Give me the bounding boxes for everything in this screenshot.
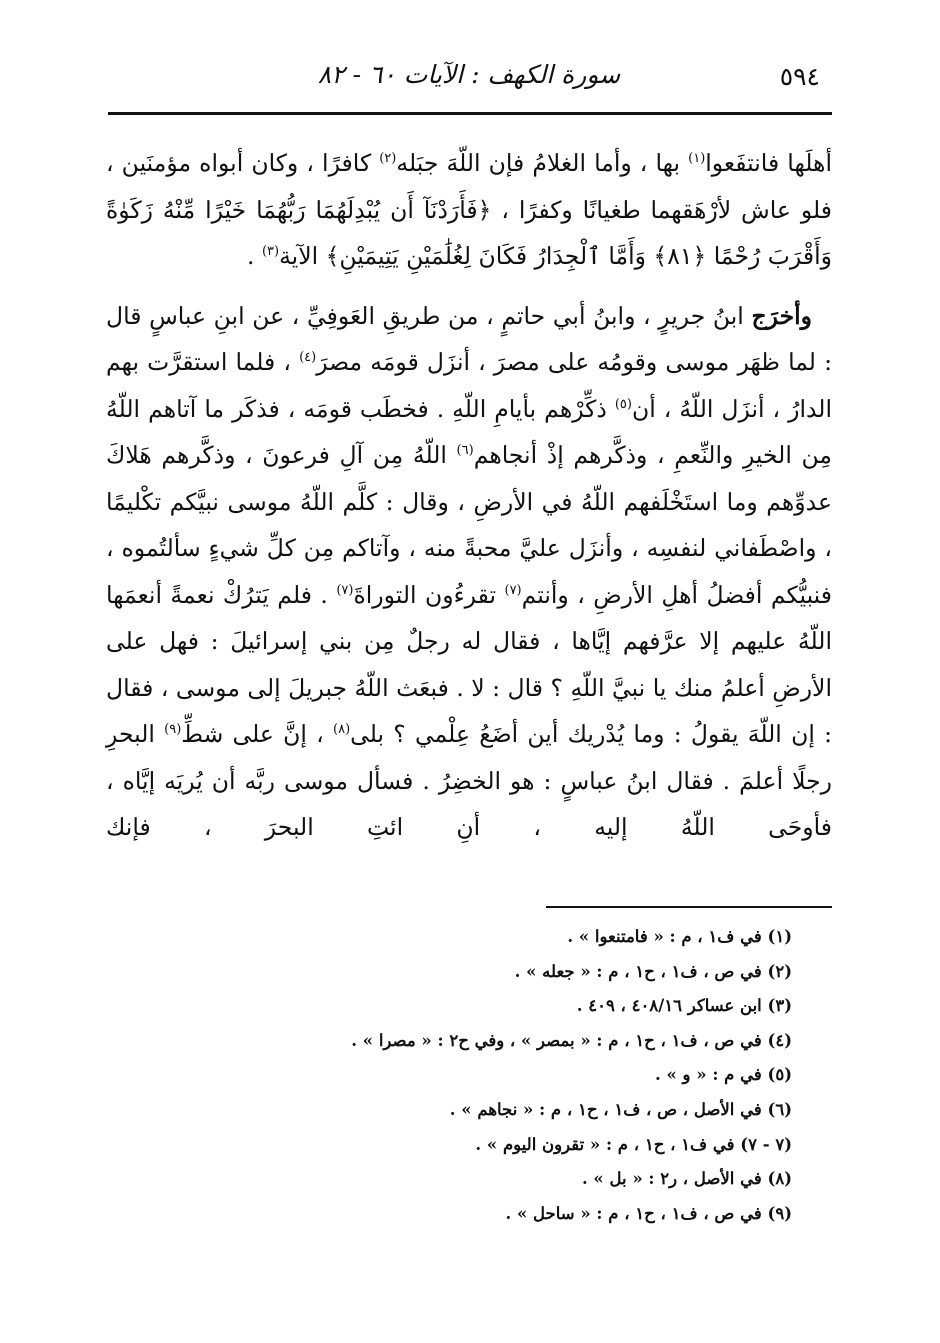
footnote-item: (٥) في م : « و » .: [655, 1065, 792, 1085]
text-segment: .: [246, 242, 262, 270]
footnote-item: (٣) ابن عساكر ٤٠٨/١٦ ، ٤٠٩ .: [576, 996, 792, 1016]
header-divider: [108, 112, 832, 115]
footnote-item: (١) في ف١ ، م : « فامتنعوا » .: [567, 927, 792, 946]
footnote-marker: (٩): [164, 722, 182, 738]
footnote-marker: (٢): [379, 151, 397, 167]
running-title: سورة الكهف : الآيات ٦٠ - ٨٢: [317, 60, 621, 89]
text-segment: ابنُ جريرٍ ، وابنُ أبي حاتمٍ ، من طريقِ العَوفِيِّ ، عن ابنِ عباسٍ قال : لما ظهَر موسى وقومُه على مصرَ ، أنزَل قومَه مصرَ: [106, 301, 832, 376]
text-segment: ، فلما استقرَّت بهم الدارُ ، أنزَل اللّهُ ، أن: [106, 348, 832, 423]
footnote-marker: (٤): [299, 350, 317, 366]
footnote-item: (٤) في ص ، ف١ ، ح١ ، م : « بمصر » ، وفي ح٢ : « مصرا » .: [351, 1030, 792, 1050]
footnote-item: (٦) في الأصل ، ص ، ف١ ، ح١ ، م : « نجاهم » .: [449, 1099, 792, 1119]
footnote-item: (٨) في الأصل ، ر٢ : « بل » .: [581, 1169, 792, 1189]
footnotes-list: [330, 920, 792, 1231]
footnote-item: (٢) في ص ، ف١ ، ح١ ، م : « جعله » .: [514, 961, 792, 981]
footnote-marker: (٧): [504, 582, 522, 598]
footnote-marker: (٦): [456, 443, 474, 459]
footnote-marker: (١): [688, 151, 706, 167]
text-segment: ذكِّرْهم بأيامِ اللّهِ . فخطَب قومَه ، فذكَر ما آتاهم اللّهُ مِن الخيرِ والنِّعمِ ، وذكَّرهم إذْ أنجاهم: [106, 394, 832, 469]
footnote-item: (٧ - ٧) في ف١ ، ح١ ، م : « تقرون اليوم » .: [475, 1134, 792, 1154]
paragraph: [106, 140, 832, 280]
page-number: ٥٩٤: [779, 62, 820, 91]
page-header: [110, 52, 828, 104]
text-segment: البحرِ رجلًا أعلمَ . فقال ابنُ عباسٍ : هو الخضِرُ . فسأل موسى ربَّه أن يُريَه إيَّاه ، فأوحَى اللّهُ إليه ، أنِ ائتِ البحرَ ، فإنك: [106, 720, 832, 841]
text-segment: أهلَها فانتفَعوا: [705, 149, 832, 177]
footnote-divider: [546, 906, 832, 908]
text-segment: تقرءُون التوراةَ: [353, 580, 505, 609]
footnote-item: (٩) في ص ، ف١ ، ح١ ، م : « ساحل » .: [505, 1203, 792, 1223]
text-segment: اللّهُ مِن آلِ فرعونَ ، وذكَّرهم هَلاكَ عدوِّهم وما استَخْلَفهم اللّهُ في الأرضِ ، وقال : كلَّم اللّهُ موسى نبيَّكم تكْليمًا ، واصْطَفاني لنفسِه ، وأنزَل عليَّ محبةً منه ، وآتاكم مِن كلِّ شيءٍ سألتُموه ، فنبيُّكم أفضلُ أهلِ الأرضِ ، وأنتم: [106, 441, 832, 609]
paragraph: [106, 293, 832, 851]
text-segment: بها ، وأما الغلامُ فإن اللّهَ جبَله: [396, 149, 689, 177]
footnote-marker: (٨): [333, 722, 351, 738]
footnote-marker: (٥): [614, 396, 632, 412]
footnote-marker: (٧): [336, 582, 354, 598]
text-segment: . فلم يَترُكْ نعمةً أنعمَها اللّهُ عليهم إلا عرَّفهم إيَّاها ، فقال له رجلٌ مِن بني إسرائيلَ : فهل على الأرضِ أعلمُ منك يا نبيَّ اللّهِ ؟ قال : لا . فبعَث اللّهُ جبريلَ إلى موسى ، فقال : إن اللّهَ يقولُ : وما يُدْريك أين أضَعُ عِلْمي ؟ بلى: [106, 580, 833, 748]
footnote-marker: (٣): [261, 244, 280, 260]
main-text: [106, 140, 832, 851]
text-segment: ، إنَّ على شطِّ: [181, 720, 333, 748]
text-segment: كافرًا ، وكان أبواه مؤمنَين ، فلو عاش لأرْهَقهما طغيانًا وكفرًا ، ﴿فَأَرَدْنَآ أَن يُبْدِلَهُمَا رَبُّهُمَا خَيْرًا مِّنْهُ زَكَوٰةً وَأَقْرَبَ رُحْمًا ﴿٨١﴾ وَأَمَّا ٱلْجِدَارُ فَكَانَ لِغُلَٰمَيْنِ يَتِيمَيْنِ﴾ الآية: [106, 149, 832, 270]
paragraph-lead-word: وأخرَج: [751, 301, 812, 330]
